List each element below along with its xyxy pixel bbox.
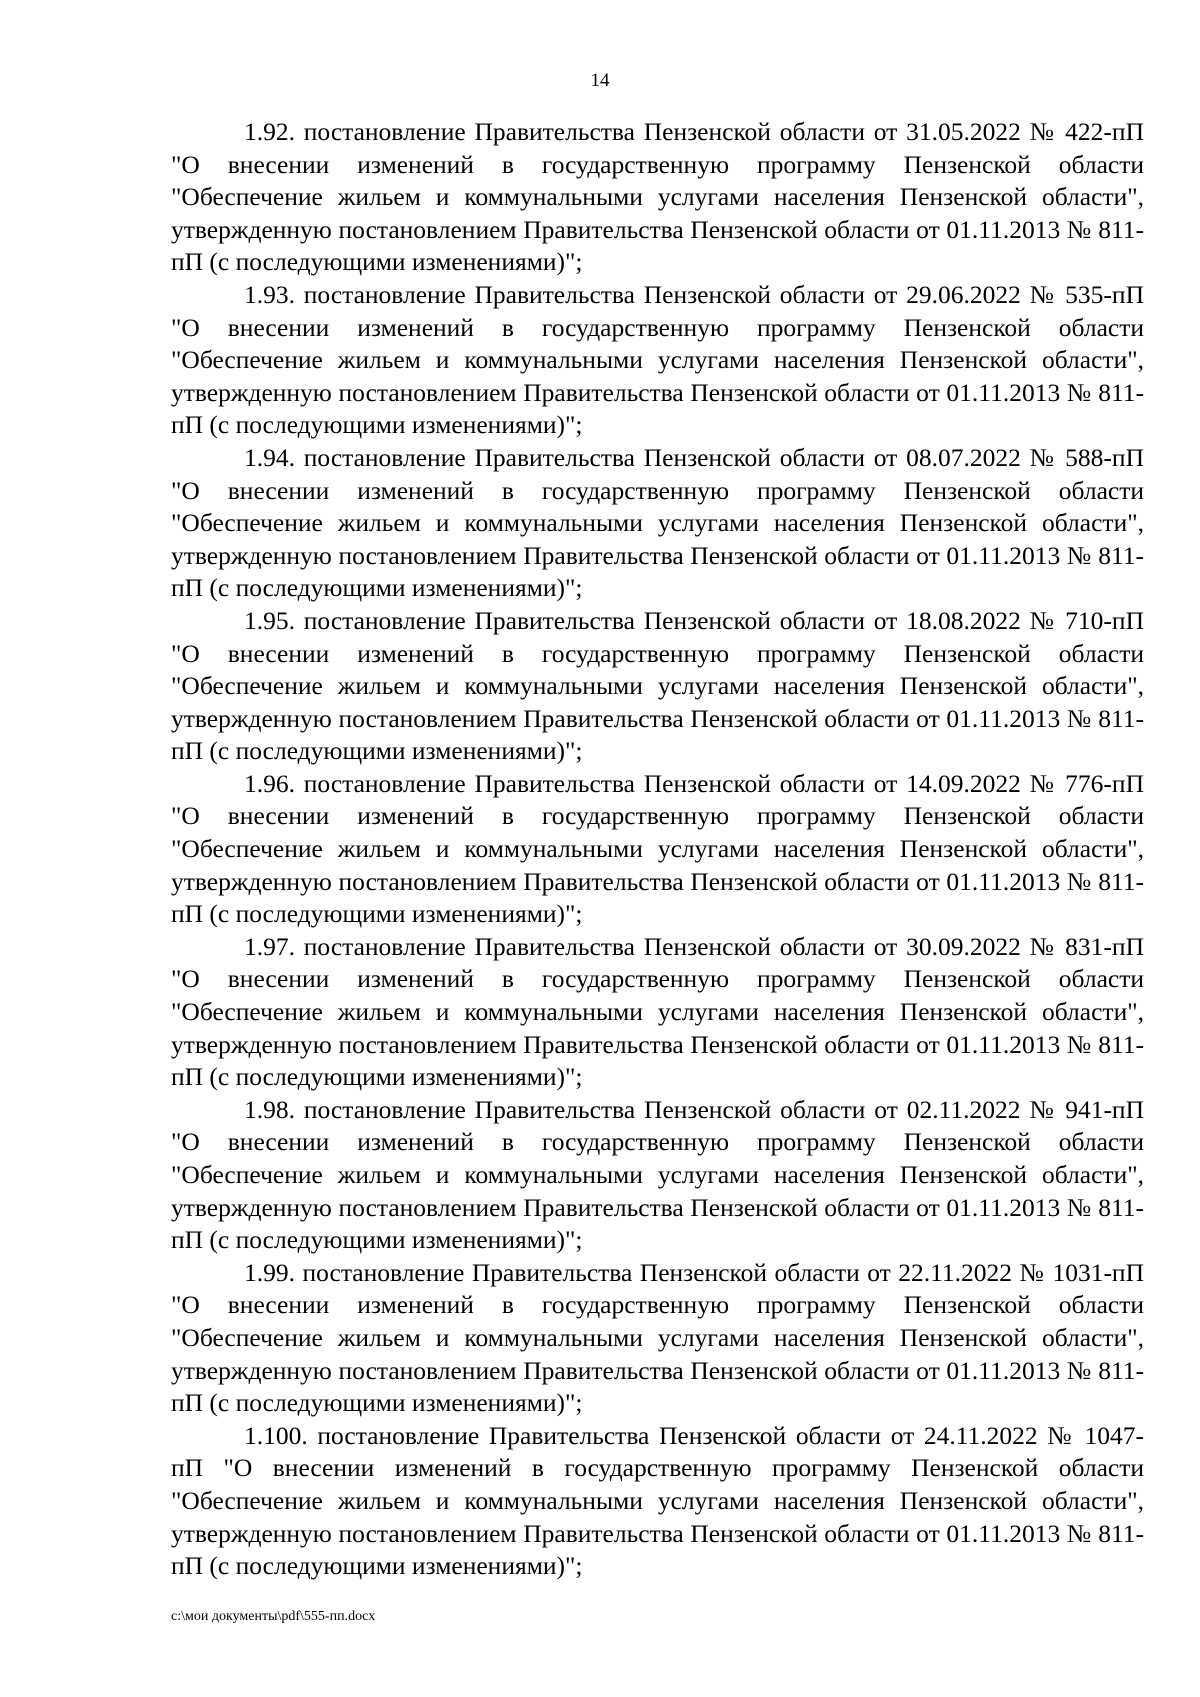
list-item: 1.92. постановление Правительства Пензенской области от 31.05.2022 № 422-пП "О внесении изменений в государственную программу Пензенской области "Обеспечение жильем и коммунальными услугами населения Пензенской области", утвержденную постановлением Правительства Пензенской области от 01.11.2013 № 811-пП (с последующими изменениями)"; — [171, 117, 1144, 277]
page-number: 14 — [590, 70, 610, 91]
list-item: 1.97. постановление Правительства Пензенской области от 30.09.2022 № 831-пП "О внесении изменений в государственную программу Пензенской области "Обеспечение жильем и коммунальными услугами населения Пензенской области", утвержденную постановлением Правительства Пензенской области от 01.11.2013 № 811-пП (с последующими изменениями)"; — [171, 931, 1144, 1092]
list-item: 1.96. постановление Правительства Пензенской области от 14.09.2022 № 776-пП "О внесении изменений в государственную программу Пензенской области "Обеспечение жильем и коммунальными услугами населения Пензенской области", утвержденную постановлением Правительства Пензенской области от 01.11.2013 № 811-пП (с последующими изменениями)"; — [171, 768, 1144, 929]
list-item: 1.100. постановление Правительства Пензенской области от 24.11.2022 № 1047-пП "О внесении изменений в государственную программу Пензенской области "Обеспечение жильем и коммунальными услугами населения Пензенской области", утвержденную постановлением Правительства Пензенской области от 01.11.2013 № 811-пП (с последующими изменениями)"; — [171, 1420, 1144, 1581]
list-item: 1.98. постановление Правительства Пензенской области от 02.11.2022 № 941-пП "О внесении изменений в государственную программу Пензенской области "Обеспечение жильем и коммунальными услугами населения Пензенской области", утвержденную постановлением Правительства Пензенской области от 01.11.2013 № 811-пП (с последующими изменениями)"; — [171, 1094, 1144, 1255]
list-item: 1.94. постановление Правительства Пензенской области от 08.07.2022 № 588-пП "О внесении изменений в государственную программу Пензенской области "Обеспечение жильем и коммунальными услугами населения Пензенской области", утвержденную постановлением Правительства Пензенской области от 01.11.2013 № 811-пП (с последующими изменениями)"; — [171, 442, 1144, 603]
footer-file-path: c:\мои документы\pdf\555-пп.docx — [171, 1609, 376, 1624]
list-item: 1.93. постановление Правительства Пензенской области от 29.06.2022 № 535-пП "О внесении изменений в государственную программу Пензенской области "Обеспечение жильем и коммунальными услугами населения Пензенской области", утвержденную постановлением Правительства Пензенской области от 01.11.2013 № 811-пП (с последующими изменениями)"; — [171, 279, 1144, 440]
list-item: 1.99. постановление Правительства Пензенской области от 22.11.2022 № 1031-пП "О внесении изменений в государственную программу Пензенской области "Обеспечение жильем и коммунальными услугами населения Пензенской области", утвержденную постановлением Правительства Пензенской области от 01.11.2013 № 811-пП (с последующими изменениями)"; — [171, 1257, 1144, 1418]
document-body — [171, 116, 1144, 1583]
list-item: 1.95. постановление Правительства Пензенской области от 18.08.2022 № 710-пП "О внесении изменений в государственную программу Пензенской области "Обеспечение жильем и коммунальными услугами населения Пензенской области", утвержденную постановлением Правительства Пензенской области от 01.11.2013 № 811-пП (с последующими изменениями)"; — [171, 605, 1144, 766]
